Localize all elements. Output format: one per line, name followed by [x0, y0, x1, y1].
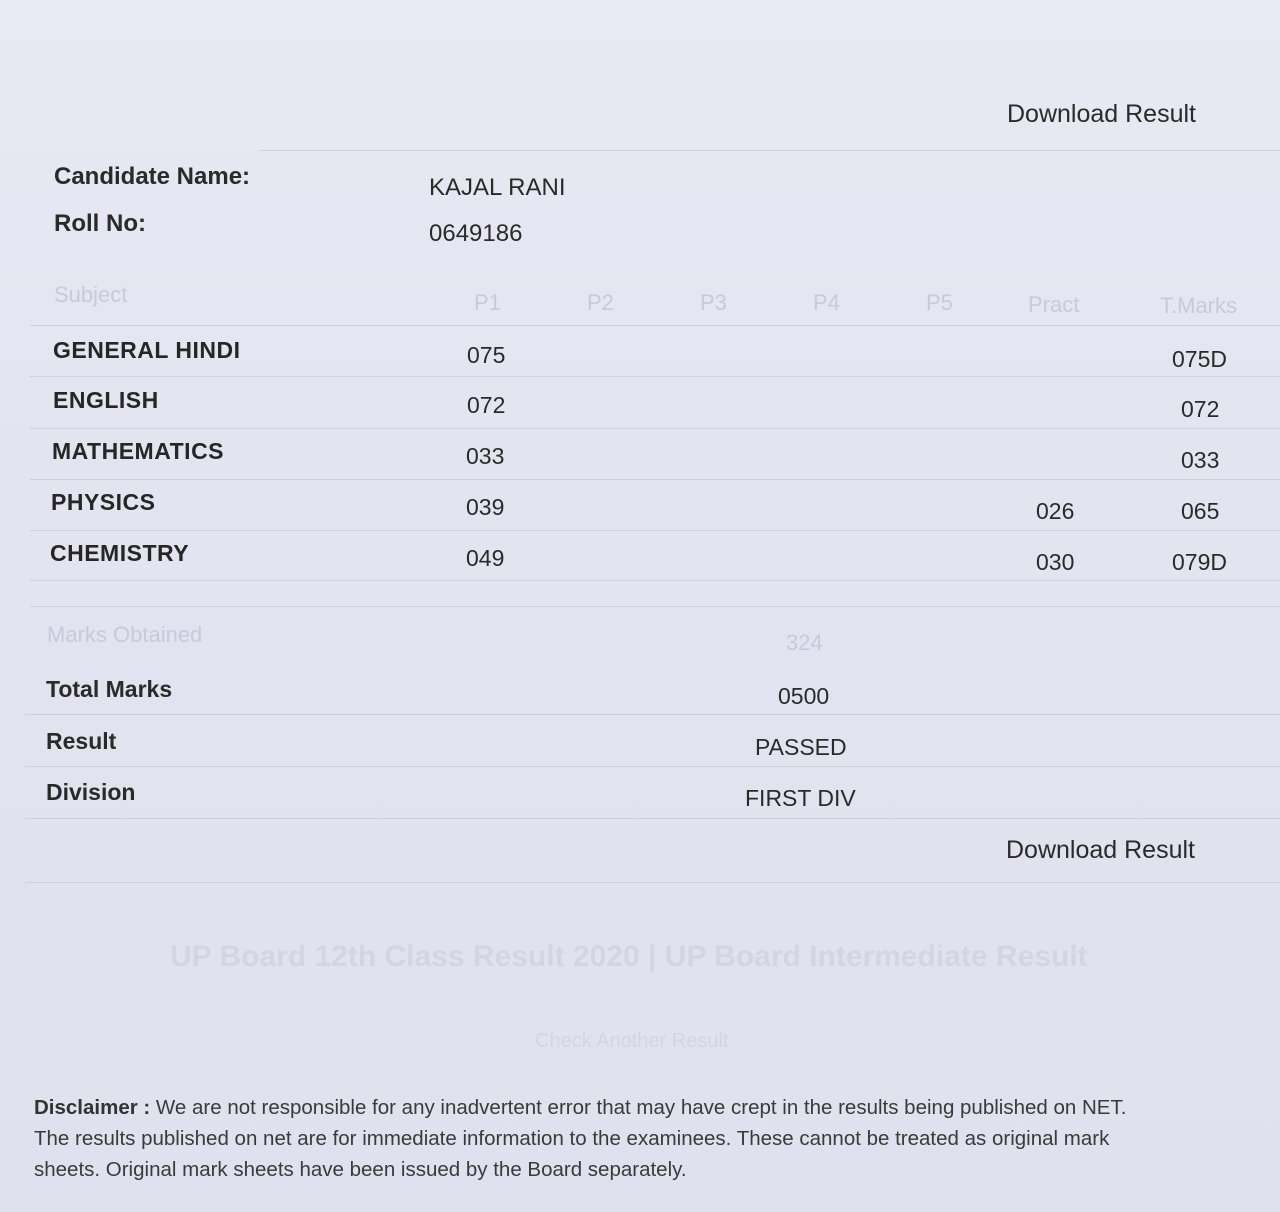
candidate-name-label: Candidate Name: [54, 163, 251, 190]
disclaimer-line-1: We are not responsible for any inadvertent error that may have crept in the results being published on NET. [150, 1096, 1127, 1119]
subject-cell: MATHEMATICS [52, 438, 225, 464]
total-cell: 079D [1172, 549, 1227, 575]
header-p4: P4 [813, 290, 840, 315]
roll-no-value: 0649186 [429, 220, 523, 247]
header-total: T.Marks [1160, 293, 1237, 318]
total-cell: 065 [1181, 498, 1220, 524]
marks-obtained-value: 324 [786, 630, 823, 655]
subject-cell: ENGLISH [53, 387, 159, 413]
division-value: FIRST DIV [745, 785, 856, 811]
ghost-footer-title: UP Board 12th Class Result 2020 | UP Board Intermediate Result [170, 940, 1088, 973]
subject-cell: CHEMISTRY [50, 540, 190, 566]
pract-cell: 030 [1036, 549, 1075, 575]
header-pract: Pract [1028, 292, 1080, 317]
p1-cell: 033 [466, 443, 505, 469]
total-marks-label: Total Marks [46, 676, 173, 702]
header-p3: P3 [700, 290, 727, 315]
candidate-name-value: KAJAL RANI [429, 174, 566, 201]
total-marks-value: 0500 [778, 683, 830, 709]
download-result-link-top[interactable]: Download Result [1007, 100, 1196, 128]
p1-cell: 072 [467, 392, 506, 418]
header-subject: Subject [54, 282, 128, 307]
p1-cell: 039 [466, 494, 505, 520]
total-cell: 075D [1172, 346, 1227, 372]
header-p5: P5 [926, 290, 953, 315]
division-label: Division [46, 779, 136, 805]
pract-cell: 026 [1036, 498, 1075, 524]
p1-cell: 049 [466, 545, 505, 571]
marks-obtained-label: Marks Obtained [47, 622, 203, 647]
download-result-link-bottom[interactable]: Download Result [1006, 836, 1195, 864]
result-label: Result [46, 728, 117, 754]
check-another-result-link[interactable]: Check Another Result [535, 1030, 729, 1052]
total-cell: 072 [1181, 396, 1220, 422]
header-p1: P1 [474, 290, 501, 315]
disclaimer-line-2: The results published on net are for immediate information to the examinees. These cannot be treated as original mark [34, 1127, 1110, 1150]
p1-cell: 075 [467, 342, 506, 368]
roll-no-label: Roll No: [54, 210, 146, 237]
result-value: PASSED [755, 734, 847, 760]
disclaimer-label: Disclaimer : [34, 1096, 151, 1119]
subject-cell: PHYSICS [51, 489, 156, 515]
disclaimer [34, 1092, 1259, 1185]
total-cell: 033 [1181, 447, 1220, 473]
header-p2: P2 [587, 290, 614, 315]
disclaimer-line-3: sheets. Original mark sheets have been issued by the Board separately. [34, 1158, 687, 1181]
subject-cell: GENERAL HINDI [53, 337, 241, 363]
